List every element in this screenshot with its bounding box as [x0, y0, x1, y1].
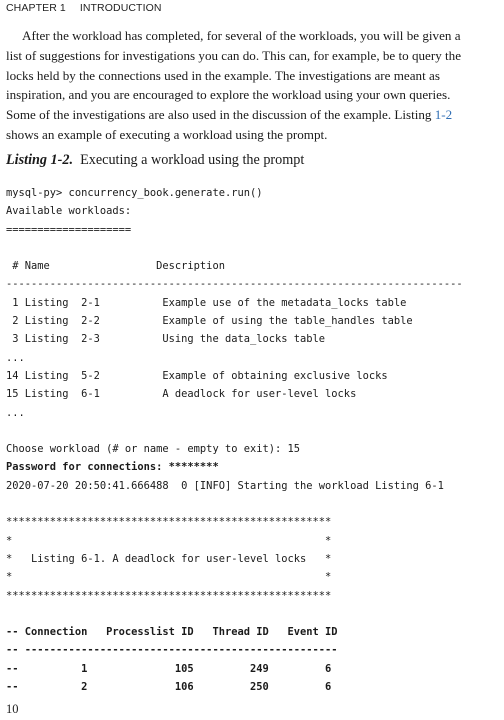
chapter-title: INTRODUCTION — [79, 2, 162, 14]
code-line: -- 1 105 249 6 — [6, 662, 332, 675]
chapter-number: CHAPTER 1 — [6, 2, 66, 14]
body-paragraph — [6, 26, 498, 145]
code-line: Available workloads: — [6, 205, 132, 218]
running-head — [6, 2, 162, 14]
paragraph-line: locks held by the connections used in the example. The investigations are meant as — [6, 67, 440, 83]
page-number: 10 — [6, 702, 19, 716]
code-line: ==================== — [6, 223, 132, 236]
code-line — [6, 495, 504, 513]
code-line: 1 Listing 2-1 Example use of the metadata_locks table — [6, 296, 407, 309]
code-line: **************************************************** — [6, 516, 332, 529]
paragraph-line: shows an example of executing a workload using the prompt. — [6, 126, 328, 142]
code-line: **************************************************** — [6, 589, 332, 602]
code-line: -- -------------------------------------------------- — [6, 644, 338, 657]
code-line: * * — [6, 534, 332, 547]
code-listing — [6, 184, 504, 696]
code-line: * Listing 6-1. A deadlock for user-level locks * — [6, 552, 332, 565]
paragraph-line-with-xref — [6, 105, 498, 125]
code-line: Password for connections: ******** — [6, 461, 219, 474]
code-line: ... — [6, 351, 25, 364]
code-line: 2020-07-20 20:50:41.666488 0 [INFO] Starting the workload Listing 6-1 — [6, 479, 444, 492]
code-line: -- Connection Processlist ID Thread ID Event ID — [6, 626, 338, 639]
paragraph-line: After the workload has completed, for several of the workloads, you will be given a — [22, 28, 461, 43]
code-line: 14 Listing 5-2 Example of obtaining exclusive locks — [6, 369, 388, 382]
code-line: # Name Description — [6, 260, 225, 273]
code-line: 3 Listing 2-3 Using the data_locks table — [6, 333, 326, 346]
paragraph-text: Some of the investigations are also used in the discussion of the example. Listing — [6, 107, 435, 123]
listing-cross-reference-link[interactable]: 1-2 — [434, 107, 453, 123]
paragraph-line: list of suggestions for investigations you can do. This can, for example, be to query the — [6, 47, 462, 63]
listing-label: Listing 1-2. — [6, 152, 74, 168]
code-line — [6, 422, 504, 440]
code-line: ------------------------------------------------------------------------- — [6, 278, 463, 291]
code-line: ... — [6, 406, 25, 419]
code-line: * * — [6, 571, 332, 584]
code-line — [6, 239, 504, 257]
code-line: Choose workload (# or name - empty to exit): 15 — [6, 443, 301, 456]
listing-title: Executing a workload using the prompt — [80, 152, 305, 168]
code-line: 2 Listing 2-2 Example of using the table_handles table — [6, 315, 413, 328]
code-line: -- 2 106 250 6 — [6, 681, 332, 694]
listing-caption — [6, 152, 304, 169]
code-line: mysql-py> concurrency_book.generate.run() — [6, 187, 263, 199]
code-line: 15 Listing 6-1 A deadlock for user-level locks — [6, 388, 357, 401]
paragraph-line: inspiration, and you are encouraged to explore the workload using your own queries. — [6, 87, 451, 103]
code-line — [6, 605, 504, 623]
